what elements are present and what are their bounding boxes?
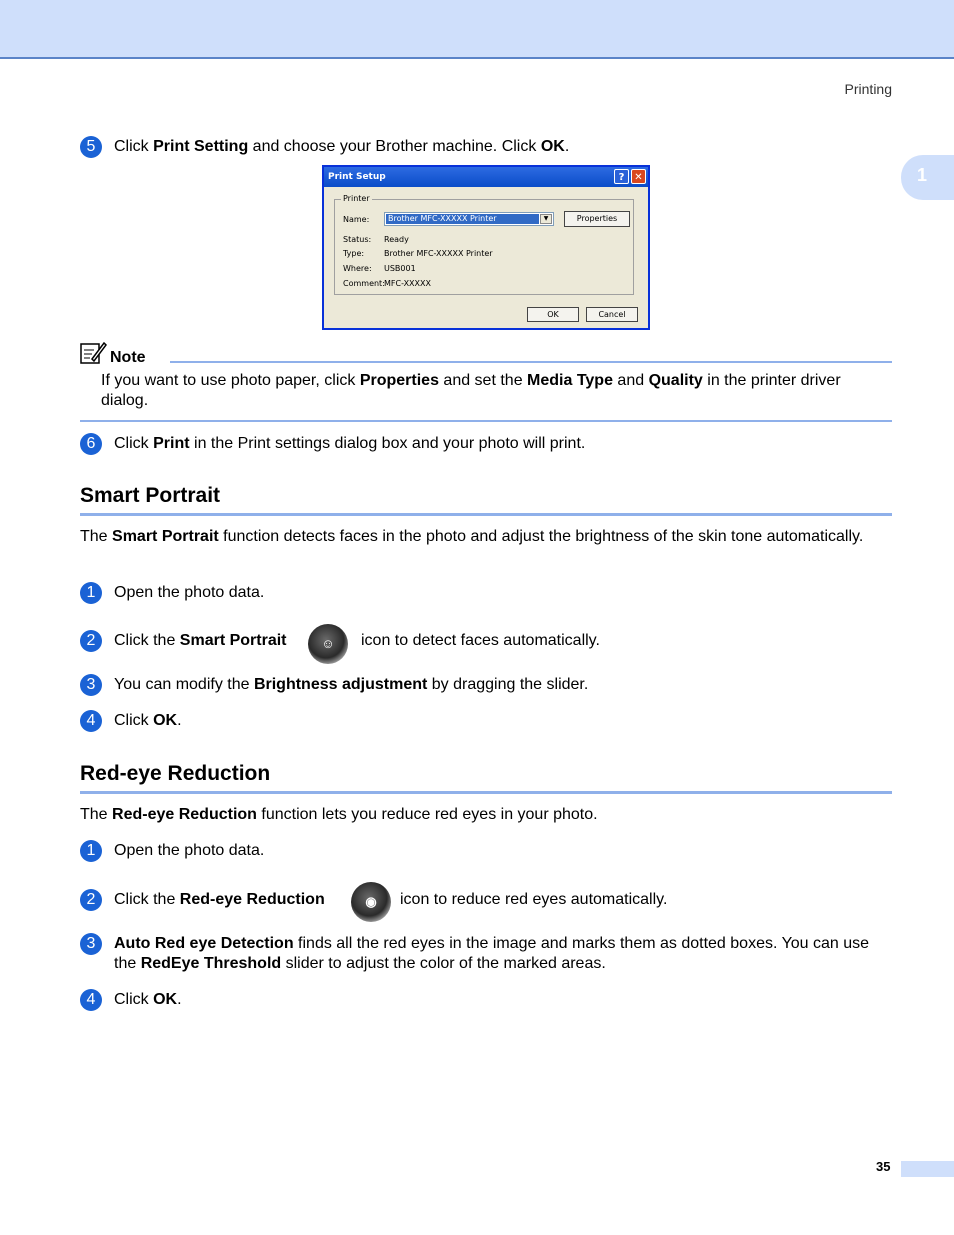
- step-number: 6: [80, 433, 102, 455]
- status-value: Ready: [384, 235, 409, 244]
- help-button[interactable]: ?: [614, 169, 629, 184]
- chapter-tab: [901, 155, 954, 200]
- dialog-title: Print Setup: [328, 172, 386, 182]
- cancel-button[interactable]: Cancel: [586, 307, 638, 322]
- type-label: Type:: [343, 249, 365, 258]
- where-value: USB001: [384, 264, 416, 273]
- note-text: If you want to use photo paper, click Properties and set the Media Type and Quality in the printer driver dialog.: [101, 372, 841, 409]
- printer-name-value: Brother MFC-XXXXX Printer: [386, 214, 539, 224]
- step-number: 1: [80, 582, 102, 604]
- chapter-number: 1: [917, 165, 928, 185]
- section-label: Printing: [844, 81, 892, 97]
- name-label: Name:: [343, 215, 370, 224]
- smart-portrait-intro: The Smart Portrait function detects faces in the photo and adjust the brightness of the skin tone automatically.: [80, 528, 864, 545]
- header-band: [0, 0, 954, 59]
- red-eye-reduction-icon: ◉: [351, 882, 391, 922]
- chevron-down-icon[interactable]: ▼: [540, 214, 552, 224]
- step-text: Click Print Setting and choose your Brother machine. Click OK.: [114, 138, 570, 155]
- dialog-title-bar: [324, 167, 648, 187]
- step-text: You can modify the Brightness adjustment by dragging the slider.: [114, 676, 589, 693]
- step-text: Click Print in the Print settings dialog box and your photo will print.: [114, 435, 586, 452]
- step-text: Click the Red-eye Reduction: [114, 891, 325, 908]
- page-number: 35: [876, 1159, 891, 1174]
- smart-portrait-icon: ☺: [308, 624, 348, 664]
- step-text: Click OK.: [114, 991, 182, 1008]
- step-text-tail: icon to detect faces automatically.: [361, 632, 600, 649]
- step-number: 2: [80, 630, 102, 652]
- heading-rule: [80, 513, 892, 516]
- red-eye-heading: Red-eye Reduction: [80, 762, 271, 785]
- ok-button[interactable]: OK: [527, 307, 579, 322]
- note-divider: [170, 361, 892, 363]
- status-label: Status:: [343, 235, 372, 244]
- step-number: 4: [80, 710, 102, 732]
- step-text: Open the photo data.: [114, 842, 265, 859]
- printer-name-select[interactable]: [384, 212, 554, 226]
- where-label: Where:: [343, 264, 372, 273]
- step-text: Open the photo data.: [114, 584, 265, 601]
- group-label: Printer: [343, 194, 370, 203]
- comment-label: Comment:: [343, 279, 385, 288]
- step-number: 3: [80, 674, 102, 696]
- smart-portrait-heading: Smart Portrait: [80, 484, 221, 507]
- properties-button[interactable]: Properties: [564, 211, 630, 227]
- step-number: 1: [80, 840, 102, 862]
- step-text: Click OK.: [114, 712, 182, 729]
- step-number: 5: [80, 136, 102, 158]
- close-button[interactable]: ✕: [631, 169, 646, 184]
- red-eye-intro: The Red-eye Reduction function lets you reduce red eyes in your photo.: [80, 806, 598, 823]
- step-number: 4: [80, 989, 102, 1011]
- note-bottom-rule: [80, 420, 892, 422]
- note-pencil-icon: [80, 341, 107, 365]
- print-setup-dialog: [322, 165, 650, 330]
- printer-group: [334, 194, 634, 295]
- type-value: Brother MFC-XXXXX Printer: [384, 249, 493, 258]
- step-number: 2: [80, 889, 102, 911]
- step-text-tail: icon to reduce red eyes automatically.: [400, 891, 668, 908]
- page-number-bar: [901, 1161, 954, 1177]
- note-title: Note: [110, 349, 146, 366]
- step-text: Click the Smart Portrait: [114, 632, 287, 649]
- step-number: 3: [80, 933, 102, 955]
- comment-value: MFC-XXXXX: [384, 279, 431, 288]
- note-box: [80, 341, 892, 423]
- heading-rule: [80, 791, 892, 794]
- step-text: Auto Red eye Detection finds all the red eyes in the image and marks them as dotted boxes. You can use the RedEye Threshold slider to adjust the color of the marked areas.: [114, 935, 870, 972]
